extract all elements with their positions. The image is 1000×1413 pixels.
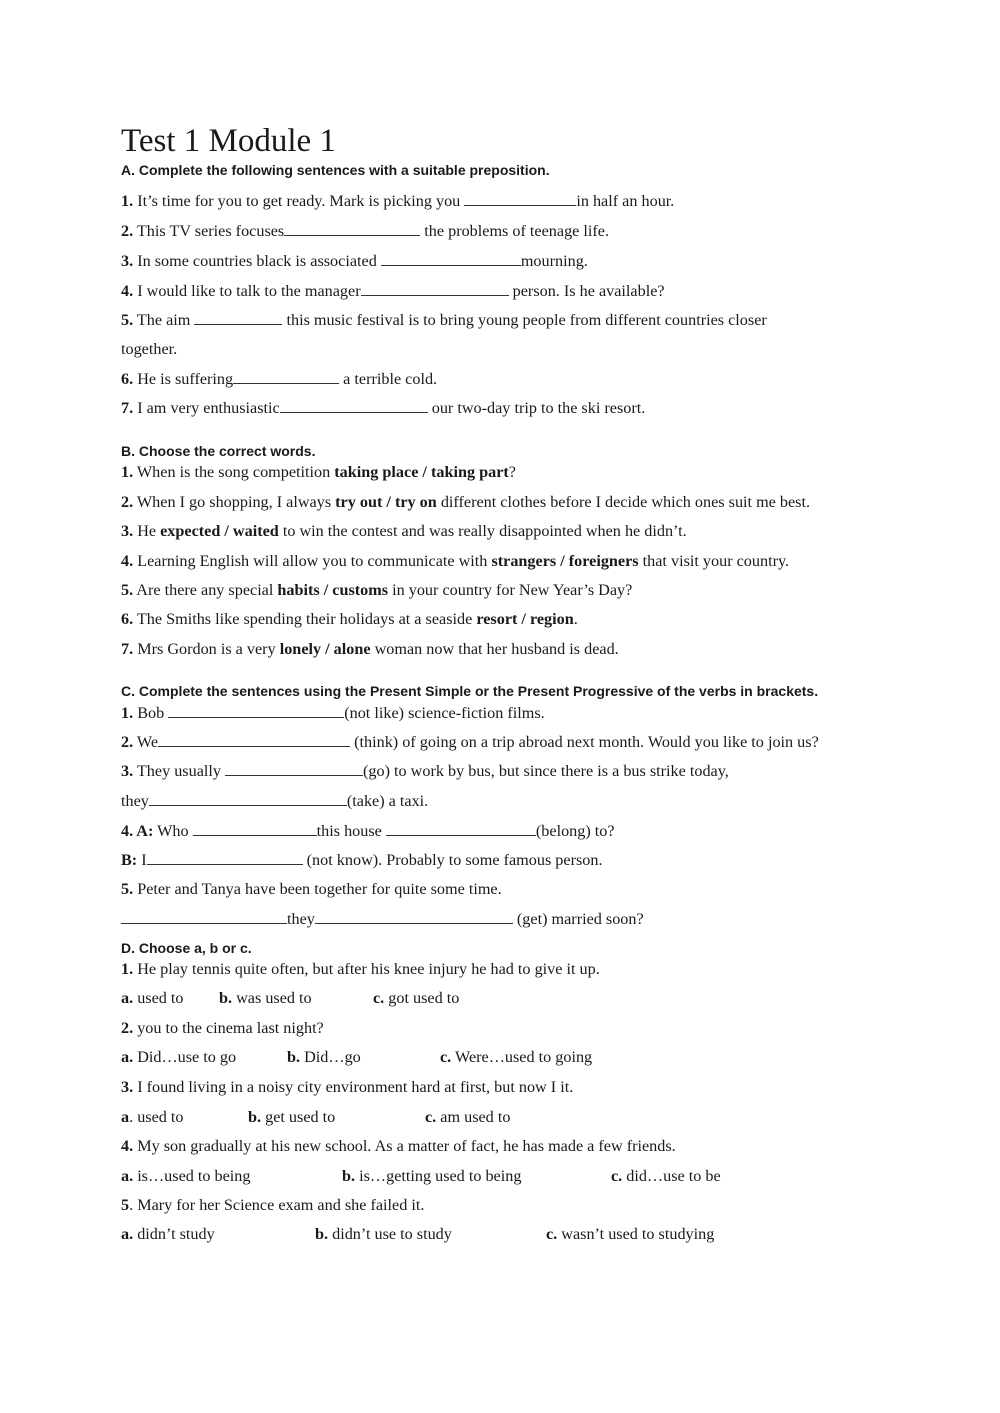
section-a-item-5: 5. The aim this music festival is to bring young people from different countries closer	[121, 311, 767, 329]
section-b-item-6: 6. The Smiths like spending their holidays at a seaside resort / region.	[121, 610, 578, 628]
section-a-item-6: 6. He is suffering a terrible cold.	[121, 370, 438, 388]
section-d-question-4: 4. My son gradually at his new school. As a matter of fact, he has made a few friends.	[121, 1137, 676, 1155]
section-c-item-3: 3. They usually (go) to work by bus, but since there is a bus strike today,	[121, 762, 729, 780]
word-choice[interactable]: strangers / foreigners	[491, 552, 639, 570]
answer-blank[interactable]	[315, 909, 513, 924]
word-choice[interactable]: lonely / alone	[279, 640, 371, 658]
answer-blank[interactable]	[225, 761, 363, 776]
answer-blank[interactable]	[168, 703, 344, 718]
section-c-item-5: 5. Peter and Tanya have been together for quite some time.	[121, 880, 502, 898]
answer-blank[interactable]	[284, 221, 420, 236]
answer-blank[interactable]	[147, 850, 303, 865]
option-a[interactable]: a. used to	[121, 1108, 184, 1126]
section-a-item-5-continued: together.	[121, 340, 178, 358]
word-choice[interactable]: habits / customs	[277, 581, 389, 599]
option-b[interactable]: b. get used to	[248, 1108, 336, 1126]
option-a[interactable]: a. used to	[121, 989, 184, 1007]
option-a[interactable]: a. didn’t study	[121, 1225, 215, 1243]
section-c-item-4a: 4. A: Who this house (belong) to?	[121, 822, 615, 840]
option-c[interactable]: c. wasn’t used to studying	[546, 1225, 715, 1243]
answer-blank[interactable]	[194, 310, 282, 325]
section-c-item-1: 1. Bob (not like) science-fiction films.	[121, 704, 545, 722]
page-title: Test 1 Module 1	[121, 123, 336, 159]
section-a-item-3: 3. In some countries black is associated mourning.	[121, 252, 588, 270]
answer-blank[interactable]	[193, 821, 317, 836]
word-choice[interactable]: taking place / taking part	[334, 463, 509, 481]
answer-blank[interactable]	[464, 191, 576, 206]
section-b-heading: B. Choose the correct words.	[121, 443, 316, 459]
section-b-item-7: 7. Mrs Gordon is a very lonely / alone woman now that her husband is dead.	[121, 640, 619, 658]
section-c-heading: C. Complete the sentences using the Present Simple or the Present Progressive of the verbs in brackets.	[121, 683, 819, 699]
section-b-item-3: 3. He expected / waited to win the contest and was really disappointed when he didn’t.	[121, 522, 687, 540]
section-c-item-4b: B: I (not know). Probably to some famous person.	[121, 851, 603, 869]
section-c-item-5-continued: they (get) married soon?	[121, 908, 644, 930]
option-b[interactable]: b. was used to	[219, 989, 312, 1007]
section-a-item-4: 4. I would like to talk to the manager person. Is he available?	[121, 282, 665, 300]
option-a[interactable]: a. Did…use to go	[121, 1048, 237, 1066]
answer-blank[interactable]	[158, 732, 350, 747]
answer-blank[interactable]	[149, 791, 347, 806]
section-a-item-7: 7. I am very enthusiastic our two-day trip to the ski resort.	[121, 399, 646, 417]
option-b[interactable]: b. Did…go	[287, 1048, 361, 1066]
answer-blank[interactable]	[280, 398, 428, 413]
option-c[interactable]: c. Were…used to going	[440, 1048, 593, 1066]
option-c[interactable]: c. did…use to be	[611, 1167, 721, 1185]
answer-blank[interactable]	[386, 821, 536, 836]
section-b-item-1: 1. When is the song competition taking place / taking part?	[121, 463, 516, 481]
section-d-question-3: 3. I found living in a noisy city environment hard at first, but now I it.	[121, 1078, 574, 1096]
answer-blank[interactable]	[233, 369, 339, 384]
section-c-item-3-continued: they (take) a taxi.	[121, 792, 429, 810]
word-choice[interactable]: expected / waited	[160, 522, 279, 540]
section-a-heading: A. Complete the following sentences with a suitable preposition.	[121, 162, 550, 178]
option-a[interactable]: a. is…used to being	[121, 1167, 251, 1185]
section-a-item-1: 1. It’s time for you to get ready. Mark is picking you in half an hour.	[121, 192, 675, 210]
section-b-item-2: 2. When I go shopping, I always try out / try on different clothes before I decide which ones suit me best.	[121, 493, 811, 511]
answer-blank[interactable]	[381, 251, 521, 266]
option-b[interactable]: b. didn’t use to study	[315, 1225, 452, 1243]
section-d-heading: D. Choose a, b or c.	[121, 940, 252, 956]
section-c-item-2: 2. We (think) of going on a trip abroad next month. Would you like to join us?	[121, 733, 819, 751]
answer-blank[interactable]	[121, 909, 287, 924]
section-d-question-1: 1. He play tennis quite often, but after his knee injury he had to give it up.	[121, 960, 600, 978]
word-choice[interactable]: resort / region	[476, 610, 574, 628]
option-c[interactable]: c. am used to	[425, 1108, 511, 1126]
section-b-item-5: 5. Are there any special habits / customs in your country for New Year’s Day?	[121, 581, 633, 599]
answer-blank[interactable]	[361, 281, 509, 296]
section-d-question-5: 5. Mary for her Science exam and she failed it.	[121, 1196, 425, 1214]
section-b-item-4: 4. Learning English will allow you to communicate with strangers / foreigners that visit your country.	[121, 552, 790, 570]
word-choice[interactable]: try out / try on	[335, 493, 437, 511]
option-c[interactable]: c. got used to	[373, 989, 460, 1007]
section-d-question-2: 2. you to the cinema last night?	[121, 1019, 324, 1037]
option-b[interactable]: b. is…getting used to being	[342, 1167, 522, 1185]
section-a-item-2: 2. This TV series focuses the problems of teenage life.	[121, 222, 610, 240]
